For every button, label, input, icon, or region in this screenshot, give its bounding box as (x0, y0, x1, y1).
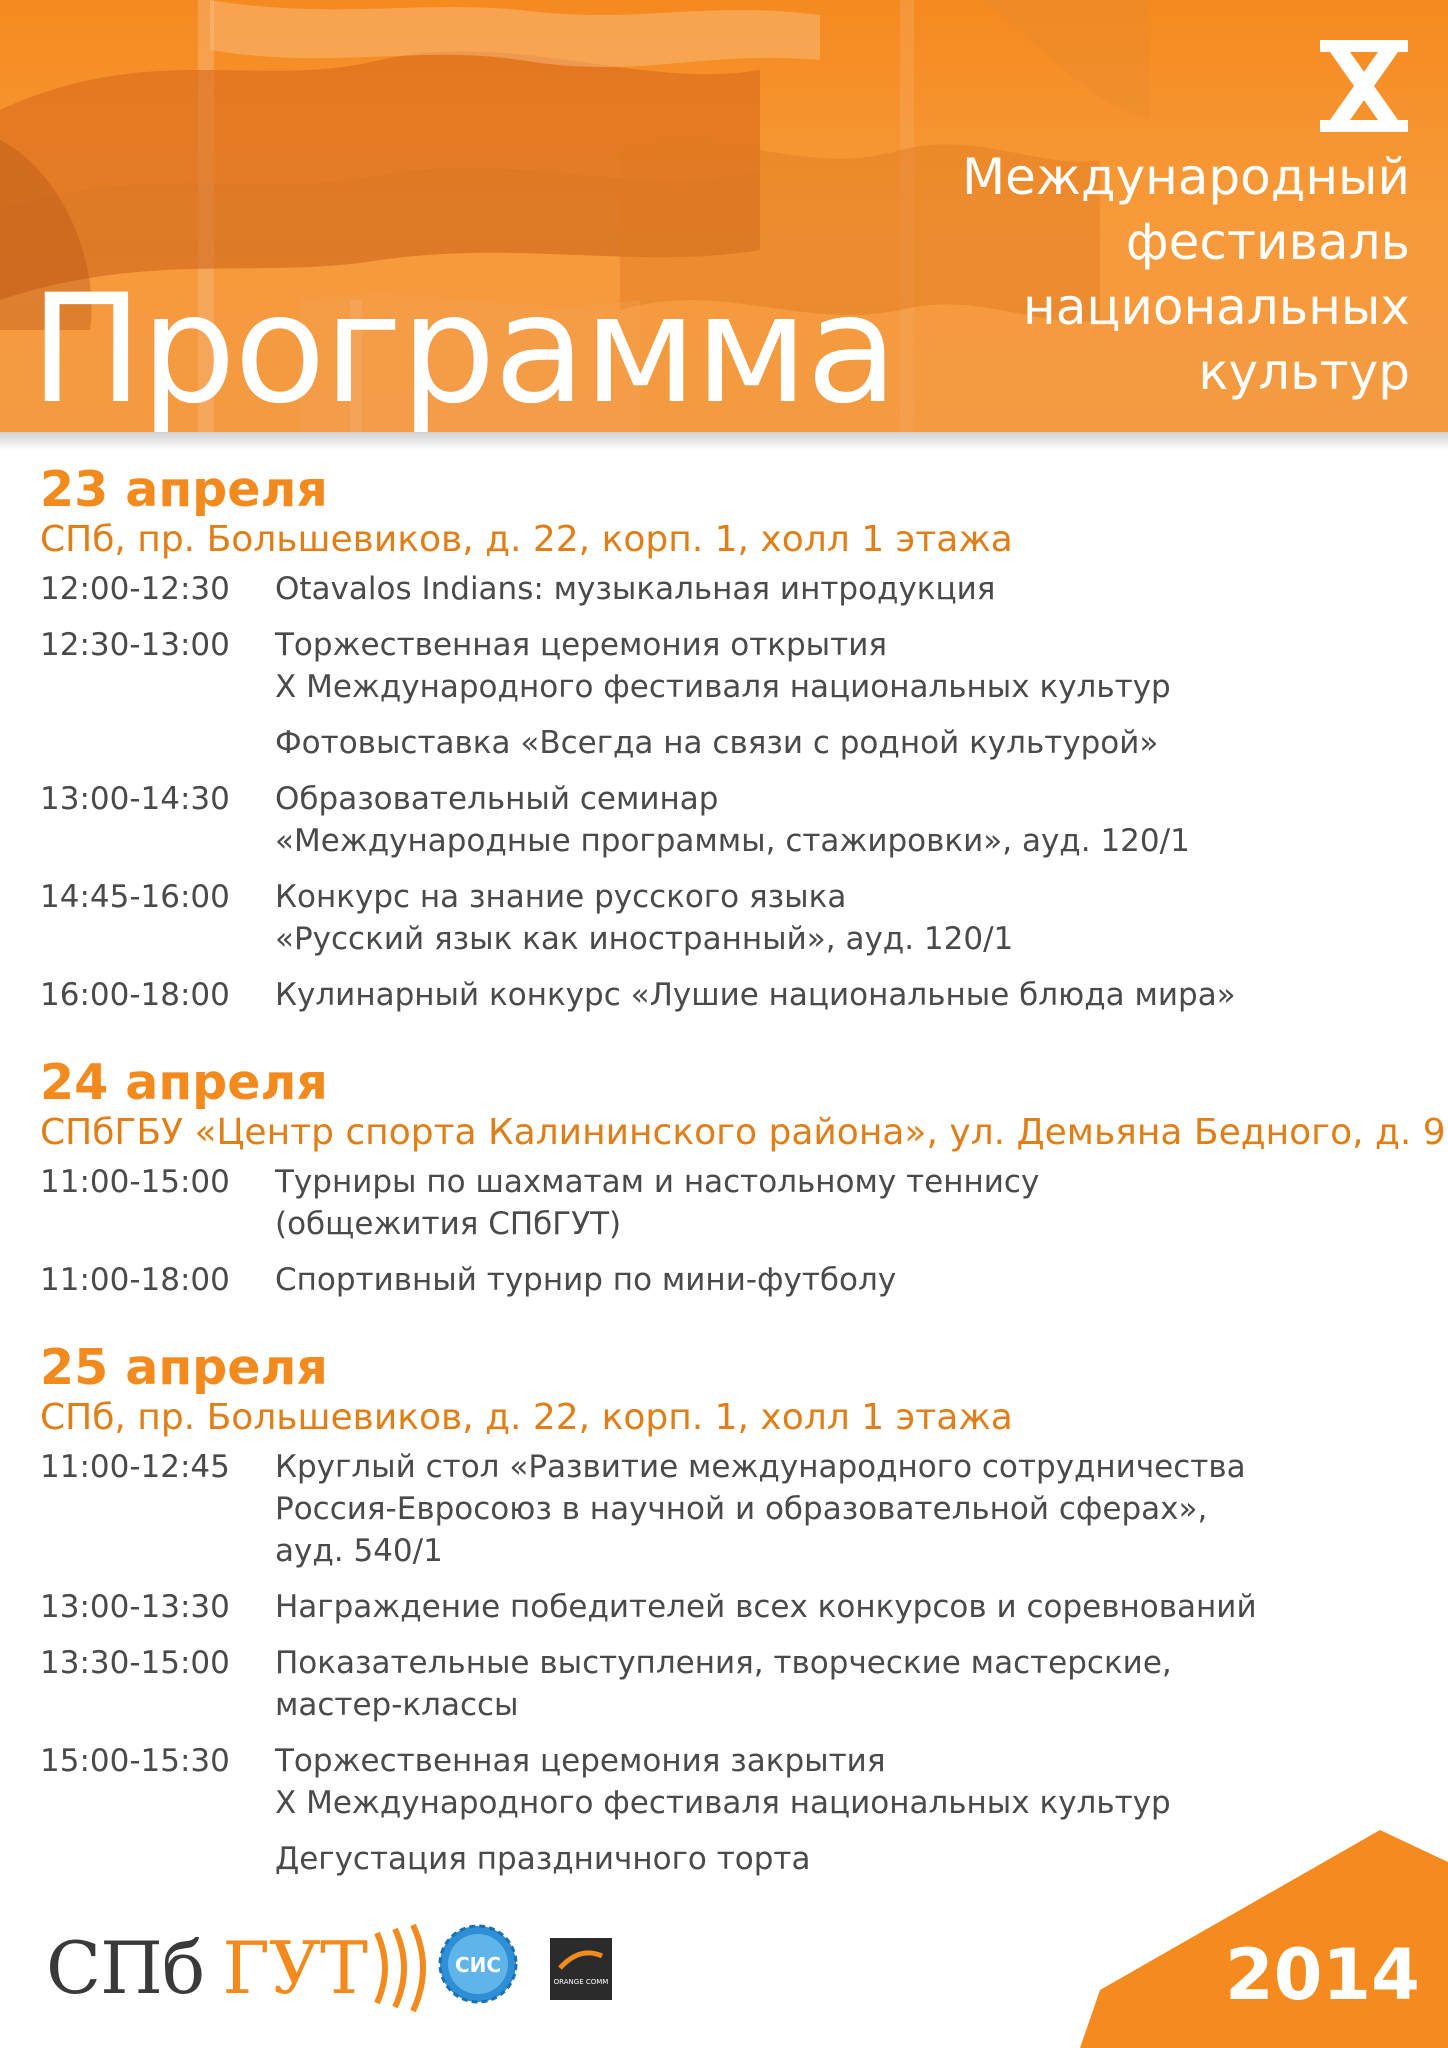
orange-comm-text: ORANGE COMM (553, 1978, 609, 1986)
event-time: 11:00-15:00 (40, 1164, 230, 1200)
schedule-item (40, 974, 1420, 1016)
event-line: Кулинарный конкурс «Лушие национальные блюда мира» (275, 977, 1236, 1013)
event-time: 12:30-13:00 (40, 627, 230, 663)
event-description (275, 974, 1420, 1016)
event-time: 11:00-18:00 (40, 1262, 230, 1298)
event-line: мастер-классы (275, 1687, 519, 1723)
event-line: Награждение победителей всех конкурсов и соревнований (275, 1589, 1257, 1625)
day-venue: СПб, пр. Большевиков, д. 22, корп. 1, холл 1 этажа (40, 519, 1013, 560)
schedule-item (40, 722, 1420, 764)
event-description (275, 1259, 1420, 1301)
festival-title-line: фестиваль (1125, 213, 1410, 271)
schedule-item (40, 778, 1420, 862)
event-time: 16:00-18:00 (40, 977, 230, 1013)
schedule-item (40, 1161, 1420, 1245)
schedule-item (40, 624, 1420, 708)
event-line: Образовательный семинар (275, 781, 719, 817)
event-description (275, 722, 1420, 764)
event-line: Круглый стол «Развитие международного сотрудничества (275, 1449, 1246, 1485)
event-line: Дегустация праздничного торта (275, 1841, 811, 1877)
logo-gut-text: ГУТ (222, 1926, 367, 2010)
event-description (275, 624, 1420, 708)
orange-comm-logo (550, 1938, 612, 2000)
festival-title (850, 145, 1410, 405)
program-title: Программа (30, 263, 896, 432)
day-date: 24 апреля (40, 1054, 328, 1111)
event-time: 15:00-15:30 (40, 1743, 230, 1779)
event-line: Торжественная церемония открытия (275, 627, 888, 663)
event-description (275, 1161, 1420, 1245)
schedule-item (40, 1586, 1420, 1628)
day-section (40, 1054, 1446, 1301)
schedule-item (40, 1446, 1420, 1572)
schedule-item (40, 1642, 1420, 1726)
event-line: «Русский язык как иностранный», ауд. 120/1 (275, 921, 1014, 957)
day-section (40, 462, 1420, 1016)
event-line: X Международного фестиваля национальных культур (275, 1785, 1171, 1821)
event-line: Спортивный турнир по мини-футболу (275, 1262, 897, 1298)
schedule-item (40, 876, 1420, 960)
year-label: 2014 (1225, 1934, 1420, 2016)
event-description (275, 876, 1420, 960)
event-line: Показательные выступления, творческие мастерские, (275, 1645, 1172, 1681)
header-banner (0, 0, 1448, 432)
event-line: X Международного фестиваля национальных культур (275, 669, 1171, 705)
logo-spb-text: СПб (46, 1926, 205, 2010)
event-time: 13:00-13:30 (40, 1589, 230, 1625)
day-date: 25 апреля (40, 1339, 328, 1396)
event-line: Фотовыставка «Всегда на связи с родной культурой» (275, 725, 1159, 761)
signal-waves-icon (369, 1923, 433, 2013)
event-time: 14:45-16:00 (40, 879, 230, 915)
event-description (275, 1642, 1420, 1726)
event-description (275, 568, 1420, 610)
event-line: Otavalos Indians: музыкальная интродукция (275, 571, 996, 607)
schedule-item (40, 1259, 1420, 1301)
event-time (40, 722, 275, 764)
festival-title-line: национальных (1023, 278, 1410, 336)
event-description (275, 778, 1420, 862)
event-time: 13:00-14:30 (40, 781, 230, 817)
event-description (275, 1586, 1420, 1628)
event-time: 12:00-12:30 (40, 571, 230, 607)
event-line: Россия-Евросоюз в научной и образовательной сферах», (275, 1491, 1208, 1527)
schedule-item (40, 1740, 1420, 1824)
spbgut-logo (46, 1918, 433, 2018)
event-line: Торжественная церемония закрытия (275, 1743, 886, 1779)
event-line: «Международные программы, стажировки», ауд. 120/1 (275, 823, 1190, 859)
event-description (275, 1446, 1420, 1572)
festival-title-line: Международный (962, 148, 1410, 206)
day-section (40, 1340, 1420, 1880)
event-description (275, 1740, 1420, 1824)
day-venue: СПбГБУ «Центр спорта Калининского района», ул. Демьяна Бедного, д. 9 (40, 1112, 1446, 1153)
event-time: 13:30-15:00 (40, 1645, 230, 1681)
sic-logo (436, 1920, 520, 2006)
festival-title-line: культур (1198, 343, 1410, 401)
orange-comm-arc-icon (550, 1938, 612, 2000)
event-line: Конкурс на знание русского языка (275, 879, 847, 915)
day-date: 23 апреля (40, 461, 328, 518)
event-line: (общежития СПбГУТ) (275, 1206, 622, 1242)
event-time: 11:00-12:45 (40, 1449, 230, 1485)
event-line: Турниры по шахматам и настольному теннису (275, 1164, 1040, 1200)
schedule-item (40, 568, 1420, 610)
event-line: ауд. 540/1 (275, 1533, 443, 1569)
event-time (40, 1838, 275, 1880)
header-shadow (0, 432, 1448, 450)
roman-numeral-x-icon (1320, 40, 1408, 132)
sic-logo-text: СИС (454, 1953, 502, 1977)
day-venue: СПб, пр. Большевиков, д. 22, корп. 1, холл 1 этажа (40, 1397, 1013, 1438)
